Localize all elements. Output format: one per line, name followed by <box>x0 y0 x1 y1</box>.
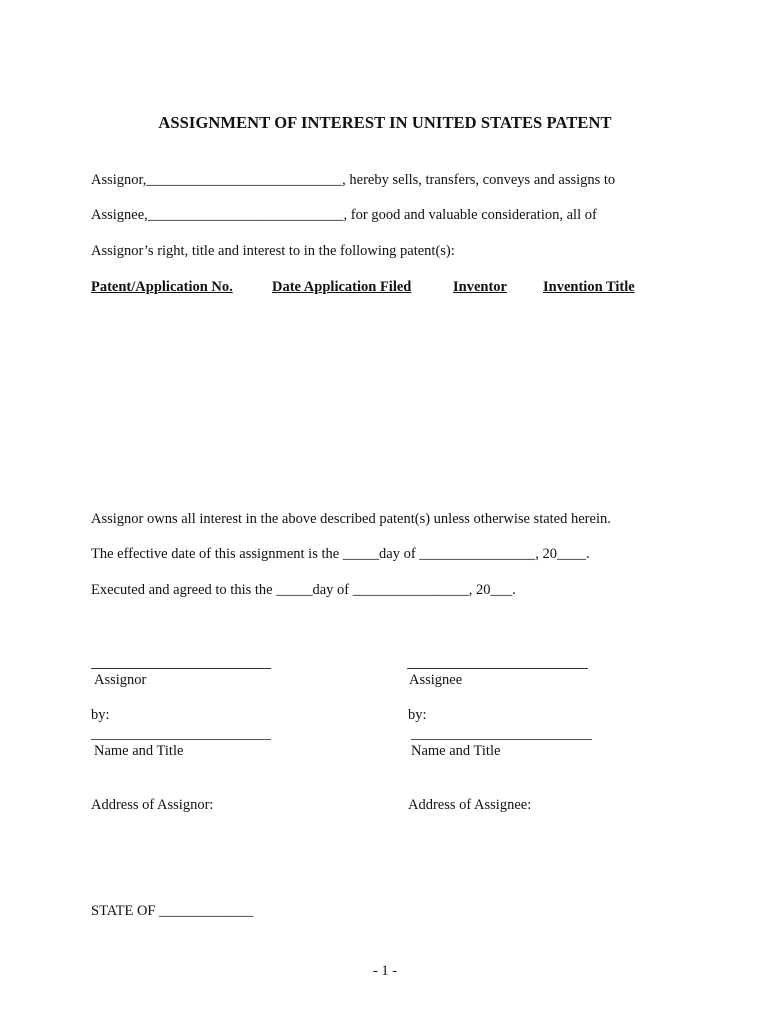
assignee-label: Assignee <box>409 672 463 688</box>
assignee-signature-line <box>407 668 588 669</box>
assignor-address-label: Address of Assignor: <box>91 797 214 813</box>
assignee-address-label: Address of Assignee: <box>408 797 532 813</box>
header-patent-no: Patent/Application No. <box>91 279 233 295</box>
page-number: - 1 - <box>372 963 398 979</box>
assignee-name-title-label: Name and Title <box>411 743 501 759</box>
rights-clause: Assignor’s right, title and interest to in the following patent(s): <box>91 243 455 259</box>
effective-date-line: The effective date of this assignment is the _____day of ________________, 20____. <box>91 546 590 562</box>
header-inventor: Inventor <box>453 279 507 295</box>
assignor-clause: Assignor,___________________________, hereby sells, transfers, conveys and assigns to <box>91 172 616 188</box>
header-date-filed: Date Application Filed <box>272 279 412 295</box>
assignor-label: Assignor <box>94 672 147 688</box>
assignor-by-label: by: <box>91 707 110 723</box>
assignor-name-title-label: Name and Title <box>94 743 184 759</box>
assignor-name-line <box>91 739 271 740</box>
assignee-by-label: by: <box>408 707 427 723</box>
ownership-statement: Assignor owns all interest in the above described patent(s) unless otherwise stated herein. <box>91 511 611 527</box>
executed-date-line: Executed and agreed to this the _____day of ________________, 20___. <box>91 582 516 598</box>
state-of-line: STATE OF _____________ <box>91 903 254 919</box>
assignee-clause: Assignee,___________________________, for good and valuable consideration, all of <box>91 207 597 223</box>
header-invention-title: Invention Title <box>543 279 635 295</box>
assignee-name-line <box>411 739 592 740</box>
document-title: ASSIGNMENT OF INTEREST IN UNITED STATES PATENT <box>158 113 612 132</box>
assignor-signature-line <box>91 668 271 669</box>
